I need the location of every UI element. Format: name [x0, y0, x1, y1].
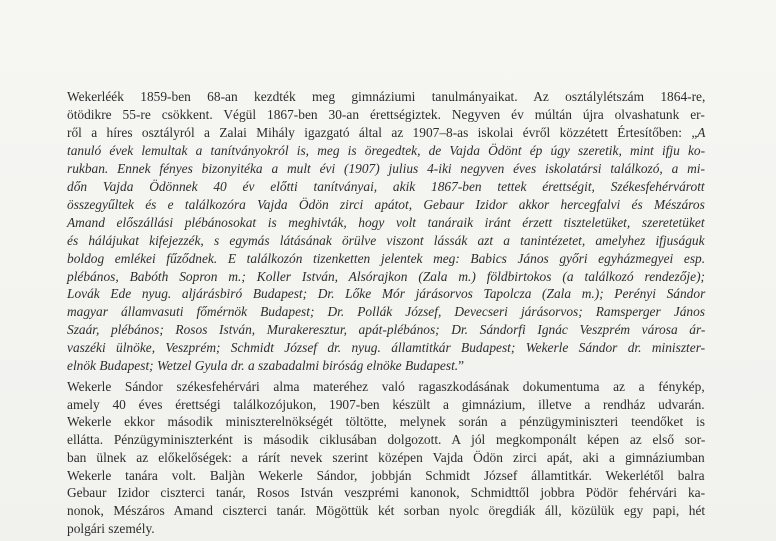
- text-segment: Gebaur Izidor ciszterci tanár, Rosos István veszprémi kanonok, Schmidttől jobbra Pödör fehérvári ka-: [67, 485, 706, 501]
- text-segment: boldog emlékei fűződnek. E találkozón tizenketten jelentek meg: Babics János győri egyházmegyei esp.: [67, 250, 706, 266]
- text-segment: Wekerle ekkor második miniszterelnökségét töltötte, melynek során a pénzügyminiszteri teendőket is: [67, 414, 705, 430]
- text-segment: ötödikre 55-re csökkent. Végül 1867-ben 30-an érettségiztek. Negyven év múltán újra olvashatunk er-: [67, 106, 705, 122]
- text-line: [67, 232, 705, 250]
- text-segment: Amand előszállási plébánosokat is meghivták, hogy volt tanáraik iránt érzett tiszteletüket, szeretetüket: [67, 214, 705, 230]
- text-segment: A: [697, 124, 706, 140]
- text-line: [67, 357, 705, 375]
- text-line: [67, 413, 705, 431]
- text-line: [67, 214, 705, 232]
- text-line: [67, 378, 705, 396]
- text-line: [67, 502, 705, 520]
- paragraph-photo-description: [67, 378, 705, 537]
- text-segment: plébános, Babóth Sopron m.; Koller István, Alsórajkon (Zala m.) földbirtokos (a találkozó rendezője);: [67, 268, 705, 284]
- text-line: [67, 88, 705, 106]
- text-line: [67, 396, 705, 414]
- text-line: [67, 449, 705, 467]
- text-segment: nonok, Mészáros Amand ciszterci tanár. Mögöttük két sorban nyolc öregdiák áll, közülük egy papi, hét: [67, 502, 706, 518]
- text-segment: Wekerléék 1859-ben 68-an kezdték meg gimnáziumi tanulmányaikat. Az osztálylétszám 1864-re,: [67, 89, 706, 104]
- text-segment: rukban. Ennek fényes bizonyitéka a mult évi (1907) julius 4-iki negyven éves iskolatársi találkozó, a mi-: [67, 160, 705, 176]
- text-line: [67, 178, 705, 196]
- text-line: [67, 142, 705, 160]
- text-line: [67, 303, 705, 321]
- text-segment: vaszéki ülnöke, Veszprém; Schmidt József dr. nyug. államtitkár Budapest; Wekerle Sándor dr. miniszter-: [67, 340, 706, 356]
- text-segment: ről a híres osztályról a Zalai Mihály igazgató által az 1907–8-as iskolai évről közzétett Értesítőben: „: [67, 124, 698, 140]
- text-line: [67, 467, 705, 485]
- text-segment: és hálájukat kifejezzék, s egymás látásának örülve viszont lássák azt a tanintézetet, amelyhez ifjuságuk: [67, 232, 705, 248]
- paragraph-reunion-account: [67, 88, 705, 375]
- text-line: [67, 196, 705, 214]
- text-line: [67, 124, 705, 142]
- text-segment: amely 40 éves érettségi találkozójukon, 1907-ben készült a gimnázium, illetve a rendház udvarán.: [67, 396, 705, 412]
- text-segment: Szaár, plébános; Rosos István, Murakeresztur, apát-plébános; Dr. Sándorfi Ignác Veszprém városa ár-: [67, 322, 706, 338]
- text-line: [67, 268, 705, 286]
- text-segment: összegyűltek és e találkozóra Vajda Ödön zirci apátot, Gebaur Izidor akkor hercegfalvi és Mészáros: [67, 196, 705, 212]
- text-segment: ellátta. Pénzügyminiszterként is második ciklusában dolgozott. A jól megkomponált képen az első sor-: [67, 432, 706, 448]
- text-segment: ”: [458, 358, 465, 374]
- text-line: [67, 520, 705, 538]
- text-segment: dőn Vajda Ödönnek 40 év előtti tanítványai, akik 1867-ben tettek érettségit, Székesfehérvárott: [67, 178, 705, 194]
- text-segment: Wekerle Sándor székesfehérvári alma materéhez való ragaszkodásának dokumentuma az a fénykép,: [67, 379, 705, 394]
- text-segment: tanuló évek lemultak a tanítványokról is, meg is öregedtek, de Vajda Ödönt ép úgy szeretik, mint ifju ko-: [67, 142, 706, 158]
- text-line: [67, 250, 705, 268]
- text-segment: ban ülnek az előkelőségek: a rárít nevek szerint középen Vajda Ödön zirci apát, aki a gimnáziumban: [67, 449, 705, 465]
- text-line: [67, 484, 705, 502]
- text-line: [67, 106, 705, 124]
- text-line: [67, 321, 705, 339]
- text-segment: magyar államvasuti főmérnök Budapest; Dr. Pollák József, Devecseri járásorvos; Ramsperger János: [67, 304, 705, 320]
- text-line: [67, 285, 705, 303]
- text-line: [67, 160, 705, 178]
- text-segment: Wekerle tanára volt. Baljàn Wekerle Sándor, jobbján Schmidt József államtitkár. Wekerlétől balra: [67, 467, 705, 483]
- text-segment: Lovák Ede nyug. aljárásbiró Budapest; Dr. Lőke Mór járásorvos Tapolcza (Zala m.); Perényi Sándor: [67, 286, 706, 302]
- text-segment: polgári személy.: [67, 520, 155, 536]
- text-segment: elnök Budapest; Wetzel Gyula dr. a szabadalmi biróság elnöke Budapest.: [67, 358, 459, 374]
- text-line: [67, 339, 705, 357]
- text-line: [67, 431, 705, 449]
